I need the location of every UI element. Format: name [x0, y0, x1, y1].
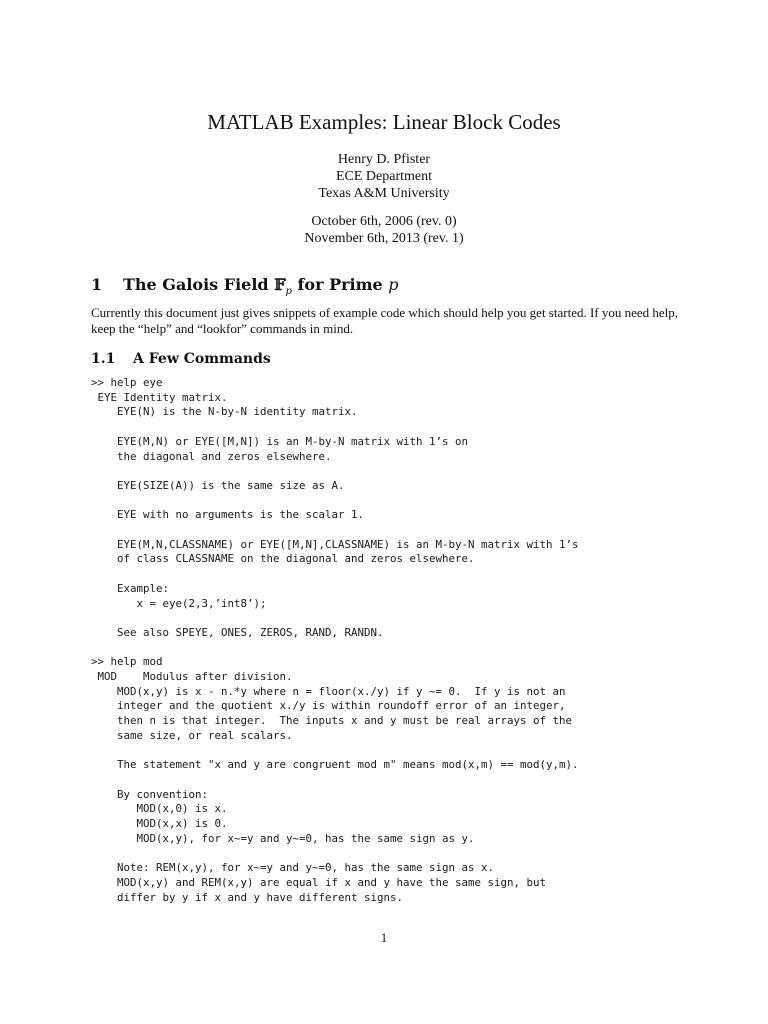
code-line: x = eye(2,3,’int8’); — [91, 596, 267, 610]
date-rev0: October 6th, 2006 (rev. 0) — [311, 214, 457, 229]
subsection-number: 1.1 — [91, 351, 116, 367]
section-title-pre: The Galois Field — [123, 275, 275, 294]
code-line: EYE(SIZE(A)) is the same size as A. — [91, 478, 345, 492]
code-line: differ by y if x and y have different signs. — [91, 890, 404, 904]
code-line: same size, or real scalars. — [91, 728, 293, 742]
code-line: MOD(x,y), for x~=y and y~=0, has the same sign as y. — [91, 831, 475, 845]
code-line: EYE(M,N) or EYE([M,N]) is an M-by-N matrix with 1’s on — [91, 434, 469, 448]
code-line: The statement "x and y are congruent mod m" means mod(x,m) == mod(y,m). — [91, 758, 579, 772]
author-block — [0, 151, 768, 202]
code-line: EYE with no arguments is the scalar 1. — [91, 508, 365, 522]
code-line: Note: REM(x,y), for x~=y and y~=0, has the same sign as x. — [91, 861, 495, 875]
subsection-heading — [91, 349, 271, 369]
section-title-mid: for Prime — [291, 275, 389, 294]
code-line: of class CLASSNAME on the diagonal and zeros elsewhere. — [91, 552, 475, 566]
code-line: EYE(N) is the N-by-N identity matrix. — [91, 405, 358, 419]
section-title-var: p — [388, 275, 399, 294]
code-line: MOD(x,y) and REM(x,y) are equal if x and y have the same sign, but — [91, 875, 547, 889]
code-line: MOD(x,x) is 0. — [91, 817, 228, 831]
code-line: MOD(x,0) is x. — [91, 802, 228, 816]
document-title: MATLAB Examples: Linear Block Codes — [207, 110, 561, 134]
code-line: integer and the quotient x./y is within roundoff error of an integer, — [91, 699, 566, 713]
code-line: Example: — [91, 581, 170, 595]
intro-paragraph: Currently this document just gives snippets of example code which should help you get started. If you need help, keep the “help” and “lookfor” commands in mind. — [91, 305, 679, 336]
code-line: the diagonal and zeros elsewhere. — [91, 449, 332, 463]
code-line: See also SPEYE, ONES, ZEROS, RAND, RANDN. — [91, 625, 384, 639]
section-number: 1 — [91, 275, 103, 294]
code-line: >> help mod — [91, 655, 163, 669]
author-name: Henry D. Pfister — [337, 152, 431, 167]
section-heading — [91, 273, 399, 304]
author-university: Texas A&M University — [318, 186, 450, 201]
code-line: By convention: — [91, 787, 209, 801]
code-line: >> help eye — [91, 376, 163, 389]
date-block — [0, 213, 768, 247]
code-line: MOD(x,y) is x - n.*y where n = floor(x./y) if y ~= 0. If y is not an — [91, 684, 566, 698]
author-department: ECE Department — [335, 169, 433, 184]
code-line: EYE Identity matrix. — [91, 390, 228, 404]
code-line: EYE(M,N,CLASSNAME) or EYE([M,N],CLASSNAME) is an M-by-N matrix with 1’s — [91, 537, 579, 551]
field-symbol: 𝔽 — [274, 275, 286, 294]
code-line: then n is that integer. The inputs x and y must be real arrays of the — [91, 714, 573, 728]
date-rev1: November 6th, 2013 (rev. 1) — [304, 231, 464, 246]
subsection-title: A Few Commands — [133, 351, 271, 367]
code-listing — [91, 376, 691, 905]
field-subscript: p — [285, 286, 292, 298]
code-line: MOD Modulus after division. — [91, 670, 293, 684]
page-number: 1 — [380, 930, 388, 945]
